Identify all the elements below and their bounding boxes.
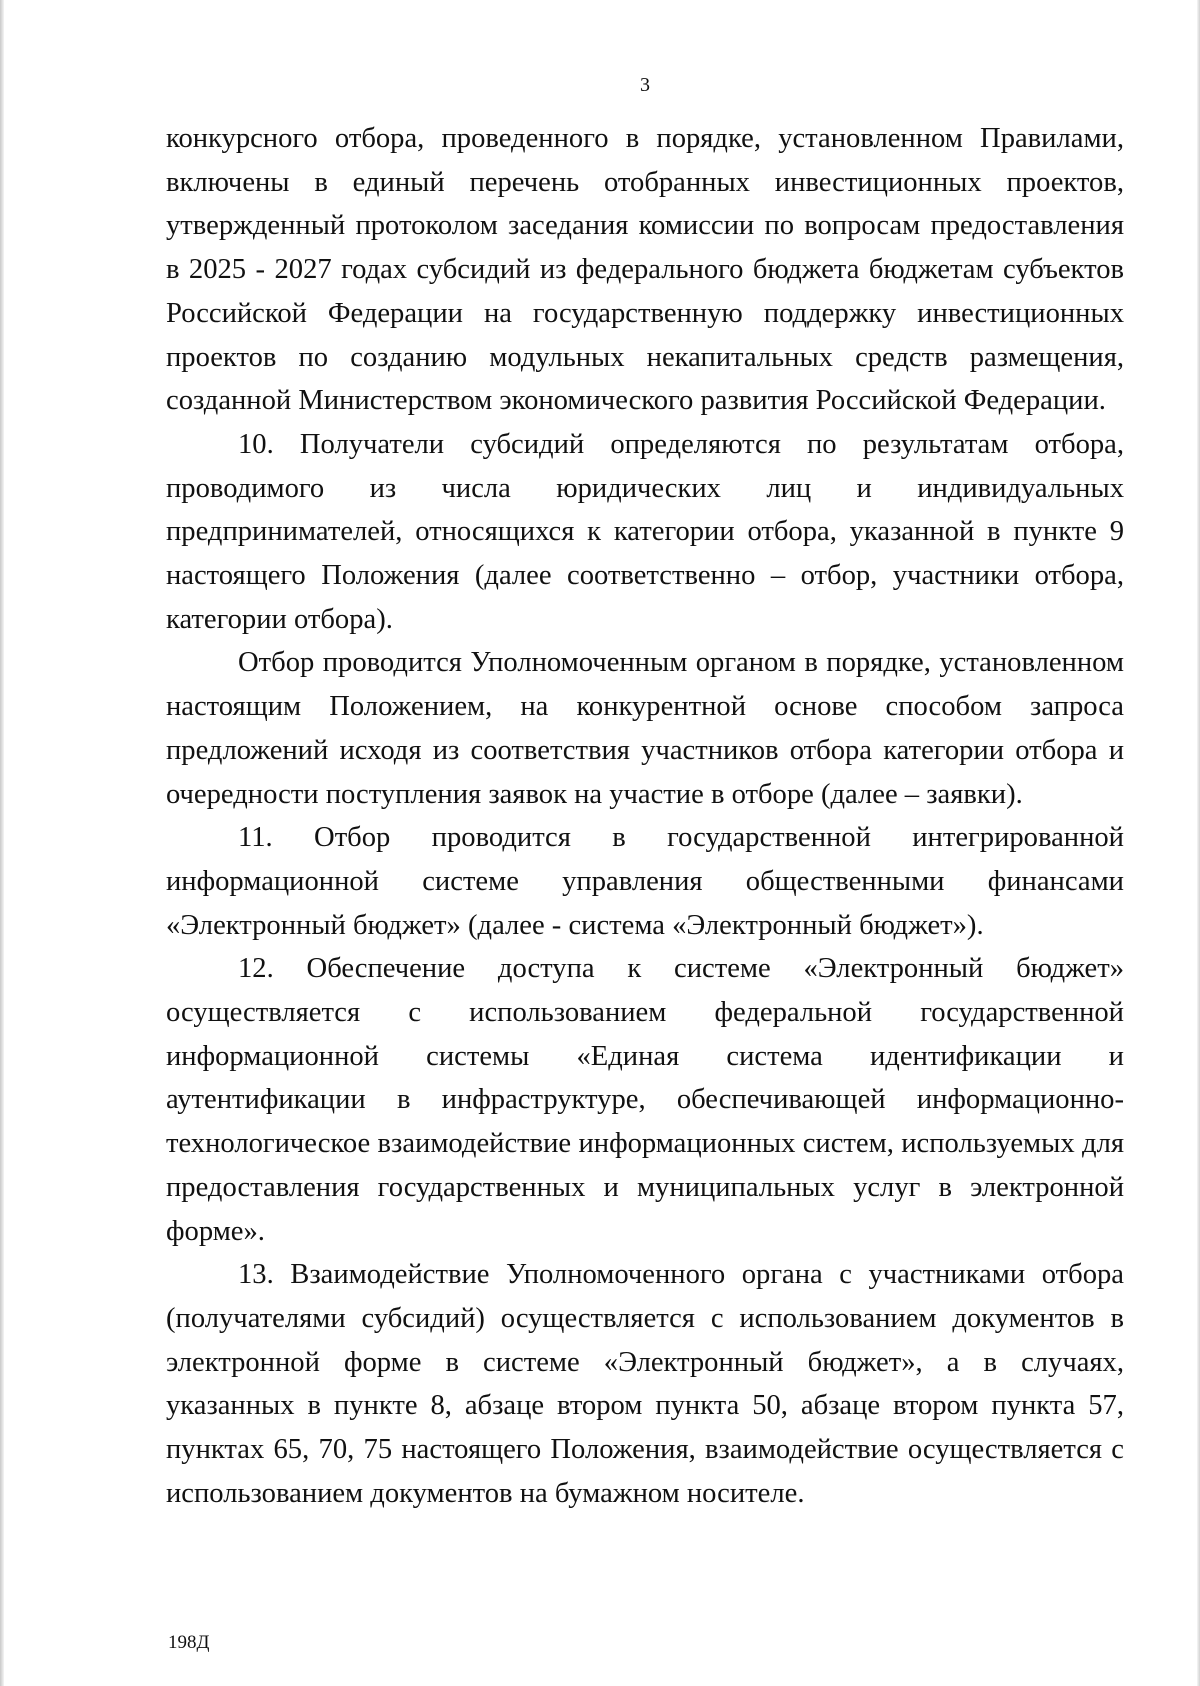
page-number: 3 [640,74,650,96]
paragraph-item-12: 12. Обеспечение доступа к системе «Электронный бюджет» осуществляется с использованием федеральной государственной информационной системы «Единая система идентификации и аутентификации в инфраструктуре, обеспечивающей информационно-технологическое взаимодействие информационных систем, используемых для предоставления государственных и муниципальных услуг в электронной форме». [166,953,1124,1247]
footer-document-code: 198Д [168,1632,210,1653]
scan-edge-left [0,0,4,1686]
paragraph-item-11: 11. Отбор проводится в государственной интегрированной информационной системе управления общественными финансами «Электронный бюджет» (далее - система «Электронный бюджет»). [166,822,1124,941]
paragraph-selection-procedure: Отбор проводится Уполномоченным органом в порядке, установленном настоящим Положением, на конкурентной основе способом запроса предложений исходя из соответствия участников отбора категории отбора и очередности поступления заявок на участие в отборе (далее – заявки). [166,647,1124,810]
paragraph-item-13: 13. Взаимодействие Уполномоченного органа с участниками отбора (получателями субсидий) осуществляется с использованием документов в электронной форме в системе «Электронный бюджет», а в случаях, указанных в пункте 8, абзаце втором пункта 50, абзаце втором пункта 57, пунктах 65, 70, 75 настоящего Положения, взаимодействие осуществляется с использованием документов на бумажном носителе. [166,1259,1124,1509]
paragraph-item-10: 10. Получатели субсидий определяются по результатам отбора, проводимого из числа юридических лиц и индивидуальных предпринимателей, относящихся к категории отбора, указанной в пункте 9 настоящего Положения (далее соответственно – отбор, участники отбора, категории отбора). [166,428,1124,635]
paragraph-continuation: конкурсного отбора, проведенного в порядке, установленном Правилами, включены в единый перечень отобранных инвестиционных проектов, утвержденный протоколом заседания комиссии по вопросам предоставления в 2025 - 2027 годах субсидий из федерального бюджета бюджетам субъектов Российской Федерации на государственную поддержку инвестиционных проектов по созданию модульных некапитальных средств размещения, созданной Министерством экономического развития Российской Федерации. [166,123,1124,417]
document-body [166,117,1124,1516]
